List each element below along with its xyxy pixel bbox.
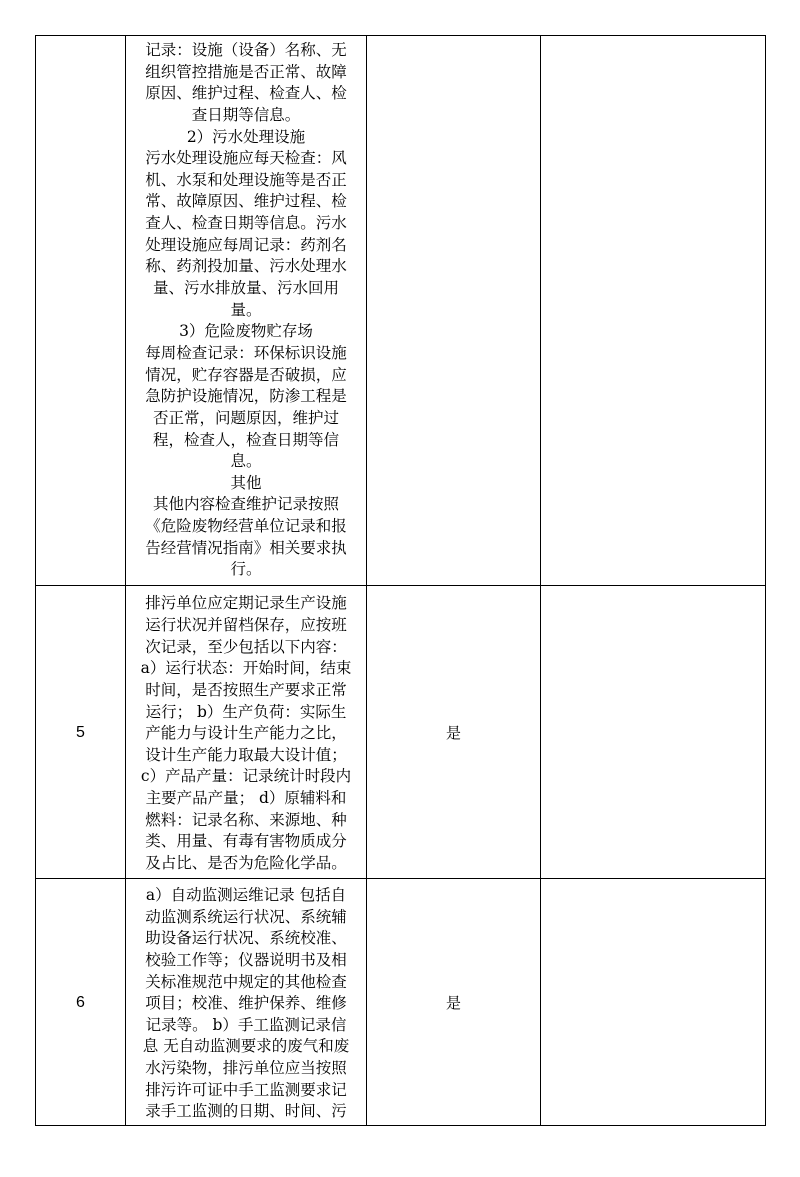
content-line: 排污许可证中手工监测要求记 [145,1080,347,1099]
content-cell [126,879,367,1126]
content-line: 量、污水排放量、污水回用 [152,279,339,298]
table-row [36,586,766,879]
item-number: 5 [76,724,85,741]
remark-cell [541,879,766,1126]
content-line: 动监测系统运行状况、系统辅 [145,907,347,926]
content-cell [126,36,367,586]
content-line: 排污单位应定期记录生产设施 [145,594,347,613]
item-number-cell [36,879,126,1126]
item-number-cell [36,586,126,879]
content-line: 设计生产能力取最大设计值； [145,745,347,764]
content-line: 主要产品产量； d）原辅料和 [145,789,347,808]
compliance-value: 是 [445,993,461,1012]
content-line: 情况，贮存容器是否破损，应 [145,365,347,384]
content-line: 运行； b）生产负荷：实际生 [145,702,347,721]
content-line: 校验工作等；仪器说明书及相 [145,950,347,969]
content-line: 程，检查人，检查日期等信 [152,430,339,449]
content-lines [126,40,366,581]
remark-cell [541,586,766,879]
content-line: 2）污水处理设施 [186,127,306,146]
content-lines [126,885,366,1123]
content-line: 急防护设施情况，防渗工程是 [145,387,347,406]
content-lines [126,593,366,874]
content-line: 3）危险废物贮存场 [179,322,313,341]
content-line: 查人、检查日期等信息。污水 [145,214,347,233]
table-row [36,36,766,586]
content-line: c）产品产量：记录统计时段内 [140,767,352,786]
content-line: 息 无自动监测要求的废气和废 [142,1037,350,1056]
content-line: a）自动监测运维记录 包括自 [145,885,347,904]
content-line: 称、药剂投加量、污水处理水 [145,257,347,276]
content-line: 原因、维护过程、检查人、检 [145,84,347,103]
compliance-cell [367,586,541,879]
compliance-cell [367,36,541,586]
content-cell [126,586,367,879]
content-line: 量。 [230,300,262,319]
content-line: 运行状况并留档保存，应按班 [145,615,347,634]
compliance-cell [367,879,541,1126]
content-line: 组织管控措施是否正常、故障 [145,62,347,81]
content-line: 否正常，问题原因，维护过 [152,408,339,427]
content-line: 类、用量、有毒有害物质成分 [145,832,347,851]
item-number: 6 [76,994,85,1011]
content-line: 记录：设施（设备）名称、无 [145,41,347,59]
content-line: 燃料：记录名称、来源地、种 [145,810,347,829]
content-line: 及占比、是否为危险化学品。 [145,854,347,873]
inspection-table [35,35,766,1126]
content-line: 《危险废物经营单位记录和报 [145,517,347,536]
compliance-value: 是 [445,723,461,742]
table-row [36,879,766,1126]
item-number-cell [36,36,126,586]
remark-cell [541,36,766,586]
content-line: 记录等。 b）手工监测记录信 [145,1015,347,1034]
content-line: 机、水泵和处理设施等是否正 [145,170,347,189]
content-line: 告经营情况指南》相关要求执 [145,538,347,557]
content-line: 息。 [230,452,262,471]
content-line: 关标准规范中规定的其他检查 [145,972,347,991]
content-line: 水污染物，排污单位应当按照 [145,1059,347,1078]
content-line: 行。 [230,560,262,579]
content-line: 时间，是否按照生产要求正常 [145,680,347,699]
content-line: 处理设施应每周记录：药剂名 [145,235,347,254]
content-line: 次记录，至少包括以下内容： [145,637,347,656]
content-line: 项目；校准、维护保养、维修 [145,994,347,1013]
content-line: 污水处理设施应每天检查：风 [145,149,347,168]
content-line: a）运行状态：开始时间，结束 [140,659,352,678]
content-line: 录手工监测的日期、时间、污 [145,1102,347,1121]
content-line: 产能力与设计生产能力之比， [145,724,347,743]
content-line: 每周检查记录：环保标识设施 [145,343,347,362]
content-line: 查日期等信息。 [191,105,301,124]
content-line: 其他 [230,473,262,492]
content-line: 常、故障原因、维护过程、检 [145,192,347,211]
content-line: 助设备运行状况、系统校准、 [145,929,347,948]
content-line: 其他内容检查维护记录按照 [152,495,339,514]
